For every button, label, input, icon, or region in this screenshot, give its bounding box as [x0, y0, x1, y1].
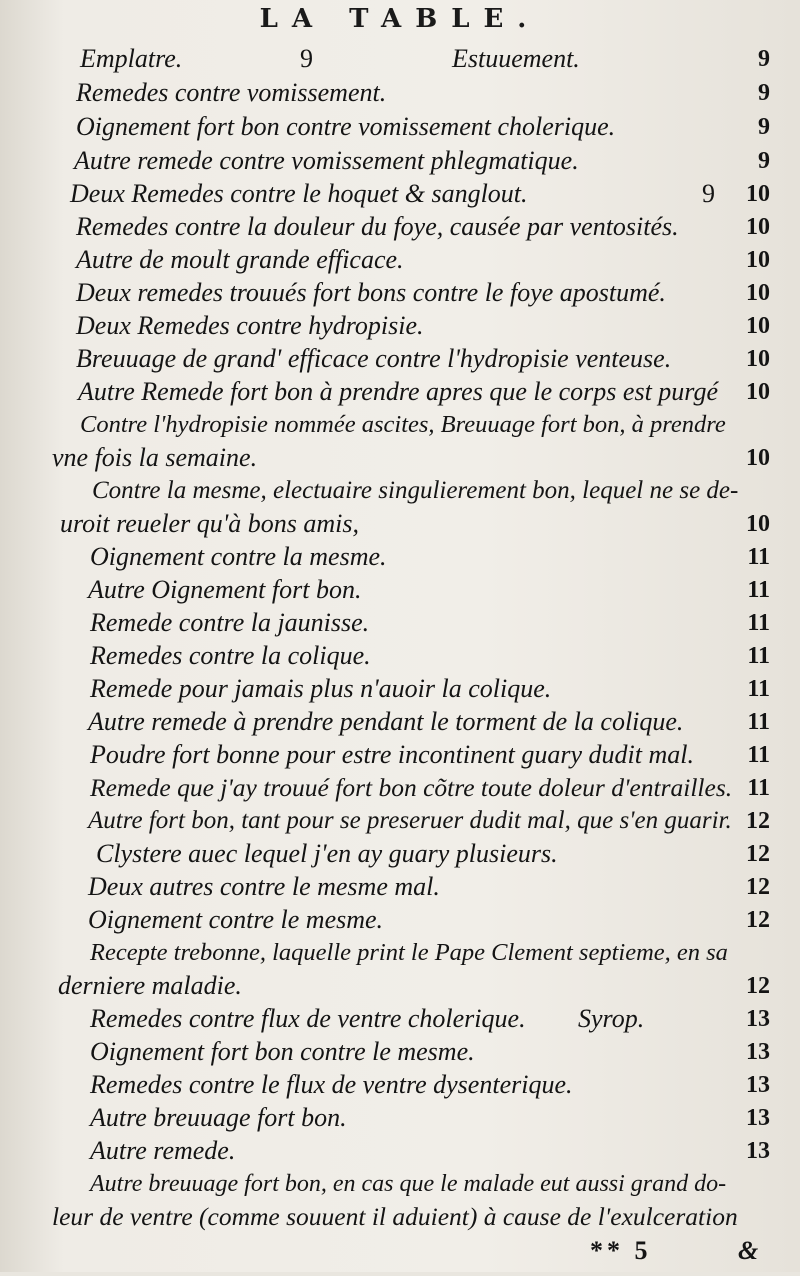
toc-entry: [0, 309, 800, 343]
toc-entry: [0, 342, 800, 376]
toc-entry: [0, 1134, 800, 1168]
toc-entry: [0, 375, 800, 409]
entry-text: Autre Remede fort bon à prendre apres que le corps est purgé: [78, 377, 718, 406]
entry-page-number: 10: [746, 214, 770, 240]
toc-entry: [0, 771, 800, 805]
entry-text: Oignement fort bon contre le mesme.: [90, 1037, 475, 1066]
entry-text: Recepte trebonne, laquelle print le Pape Clement septieme, en sa: [90, 939, 728, 966]
toc-entry: [0, 1167, 800, 1201]
toc-entry: [0, 969, 800, 1003]
entry-text: Autre Oignement fort bon.: [88, 575, 362, 604]
entry-text: derniere maladie.: [58, 971, 242, 1000]
entry-text: Autre remede à prendre pendant le torment de la colique.: [88, 707, 684, 736]
entry-page-number: 10: [746, 181, 770, 207]
entry-text: Deux autres contre le mesme mal.: [88, 872, 440, 901]
toc-entry: [0, 408, 800, 442]
toc-entry: [0, 474, 800, 508]
entry-page-number: 11: [747, 775, 770, 801]
page-footer: [590, 1236, 770, 1276]
entry-page-number: 9: [758, 80, 770, 106]
toc-entry: [0, 705, 800, 739]
entry-page-inline: 9: [300, 44, 313, 73]
entry-page-number: 10: [746, 280, 770, 306]
entry-page-number: 12: [746, 907, 770, 933]
entry-text: vne fois la semaine.: [52, 443, 258, 472]
entry-page-number: 11: [747, 577, 770, 603]
entry-page-number: 12: [746, 808, 770, 834]
entry-page-number: 10: [746, 379, 770, 405]
toc-entry: [0, 837, 800, 871]
entry-page-number: 12: [746, 874, 770, 900]
entry-text: Remedes contre flux de ventre cholerique.: [90, 1004, 526, 1033]
signature-mark: ** 5: [590, 1236, 652, 1265]
entry-page-number: 11: [747, 610, 770, 636]
entry-text: Remede que j'ay trouué fort bon cõtre toute doleur d'entrailles.: [90, 773, 733, 802]
toc-entry: [0, 540, 800, 574]
entry-text: Autre breuuage fort bon, en cas que le malade eut aussi grand do-: [90, 1171, 727, 1197]
toc-entry: [0, 144, 800, 178]
entry-text: Remede contre la jaunisse.: [90, 608, 370, 637]
entry-page-number: 11: [747, 742, 770, 768]
entry-page-number: 11: [747, 709, 770, 735]
toc-entry: [0, 507, 800, 541]
entry-page-number: 13: [746, 1138, 770, 1164]
entry-page-number: 12: [746, 973, 770, 999]
entry-text: Remede pour jamais plus n'auoir la colique.: [90, 674, 552, 703]
entry-page-number: 9: [758, 148, 770, 174]
catchword: &: [738, 1236, 759, 1265]
toc-entry: [0, 441, 800, 475]
entry-text: Oignement contre la mesme.: [90, 542, 387, 571]
toc-entry: [0, 276, 800, 310]
entry-text: leur de ventre (comme souuent il aduient) à cause de l'exulceration: [52, 1202, 738, 1231]
entry-text: Remedes contre la douleur du foye, causée par ventosités.: [76, 212, 679, 241]
toc-entry: [0, 243, 800, 277]
entry-text: Remedes contre le flux de ventre dysenterique.: [90, 1070, 573, 1099]
page-header: LA TABLE.: [259, 4, 541, 34]
toc-entry: [0, 76, 800, 110]
toc-entry: [0, 606, 800, 640]
entry-text: Autre breuuage fort bon.: [90, 1103, 347, 1132]
toc-entry: [0, 110, 800, 144]
toc-entry: [0, 1035, 800, 1069]
entry-text: Contre l'hydropisie nommée ascites, Breuuage fort bon, à prendre: [80, 411, 726, 438]
toc-entry: [0, 1200, 800, 1234]
entry-text: Deux remedes trouués fort bons contre le foye apostumé.: [76, 278, 666, 307]
entry-page-inline: 9: [702, 179, 715, 208]
toc-entry: [0, 210, 800, 244]
entry-text: Oignement contre le mesme.: [88, 905, 384, 934]
entry-page-number: 10: [746, 511, 770, 537]
entry-text: Remedes contre vomissement.: [76, 78, 387, 107]
entry-page-number: 10: [746, 346, 770, 372]
entry-text: Autre de moult grande efficace.: [76, 245, 404, 274]
entry-page-number: 10: [746, 247, 770, 273]
toc-entry: [0, 936, 800, 970]
entry-text: Poudre fort bonne pour estre incontinent guary dudit mal.: [90, 740, 694, 769]
entry-page-number: 13: [746, 1039, 770, 1065]
toc-entry: [0, 639, 800, 673]
entry-page-number: 10: [746, 445, 770, 471]
entry-page-number: 12: [746, 841, 770, 867]
toc-entry: [0, 42, 800, 76]
toc-entry: [0, 1101, 800, 1135]
toc-entry: [0, 1002, 800, 1036]
entry-text: uroit reueler qu'à bons amis,: [60, 509, 360, 538]
toc-entry: [0, 738, 800, 772]
entry-text: Autre fort bon, tant pour se preseruer dudit mal, que s'en guarir.: [88, 807, 732, 834]
entry-text: Deux Remedes contre le hoquet & sanglout.: [70, 179, 528, 208]
entry-page-number: 10: [746, 313, 770, 339]
entry-annotation: Syrop.: [578, 1004, 645, 1033]
entry-text: Clystere auec lequel j'en ay guary plusieurs.: [96, 839, 558, 868]
entry-page-number: 9: [758, 46, 770, 72]
toc-entry: [0, 804, 800, 838]
entry-text: Remedes contre la colique.: [90, 641, 371, 670]
entry-text: Breuuage de grand' efficace contre l'hydropisie venteuse.: [76, 344, 672, 373]
entry-text: Contre la mesme, electuaire singulierement bon, lequel ne se de-: [92, 477, 739, 504]
entry-page-number: 13: [746, 1072, 770, 1098]
entry-page-number: 11: [747, 544, 770, 570]
entry-page-number: 13: [746, 1006, 770, 1032]
entry-text: Autre remede contre vomissement phlegmatique.: [74, 146, 579, 175]
entry-text: Deux Remedes contre hydropisie.: [76, 311, 424, 340]
toc-entry: [0, 870, 800, 904]
toc-entry: [0, 573, 800, 607]
entry-text: Emplatre.: [80, 44, 183, 73]
entry-page-number: 11: [747, 643, 770, 669]
entry-text: Oignement fort bon contre vomissement cholerique.: [76, 112, 616, 141]
toc-entry: [0, 177, 800, 211]
toc-entry: [0, 1068, 800, 1102]
entry-text: Autre remede.: [90, 1136, 236, 1165]
entry-page-number: 9: [758, 114, 770, 140]
toc-entry: [0, 903, 800, 937]
entry-page-number: 11: [747, 676, 770, 702]
toc-entry: [0, 672, 800, 706]
entry-page-number: 13: [746, 1105, 770, 1131]
entry-text-secondary: Estuuement.: [452, 44, 580, 73]
